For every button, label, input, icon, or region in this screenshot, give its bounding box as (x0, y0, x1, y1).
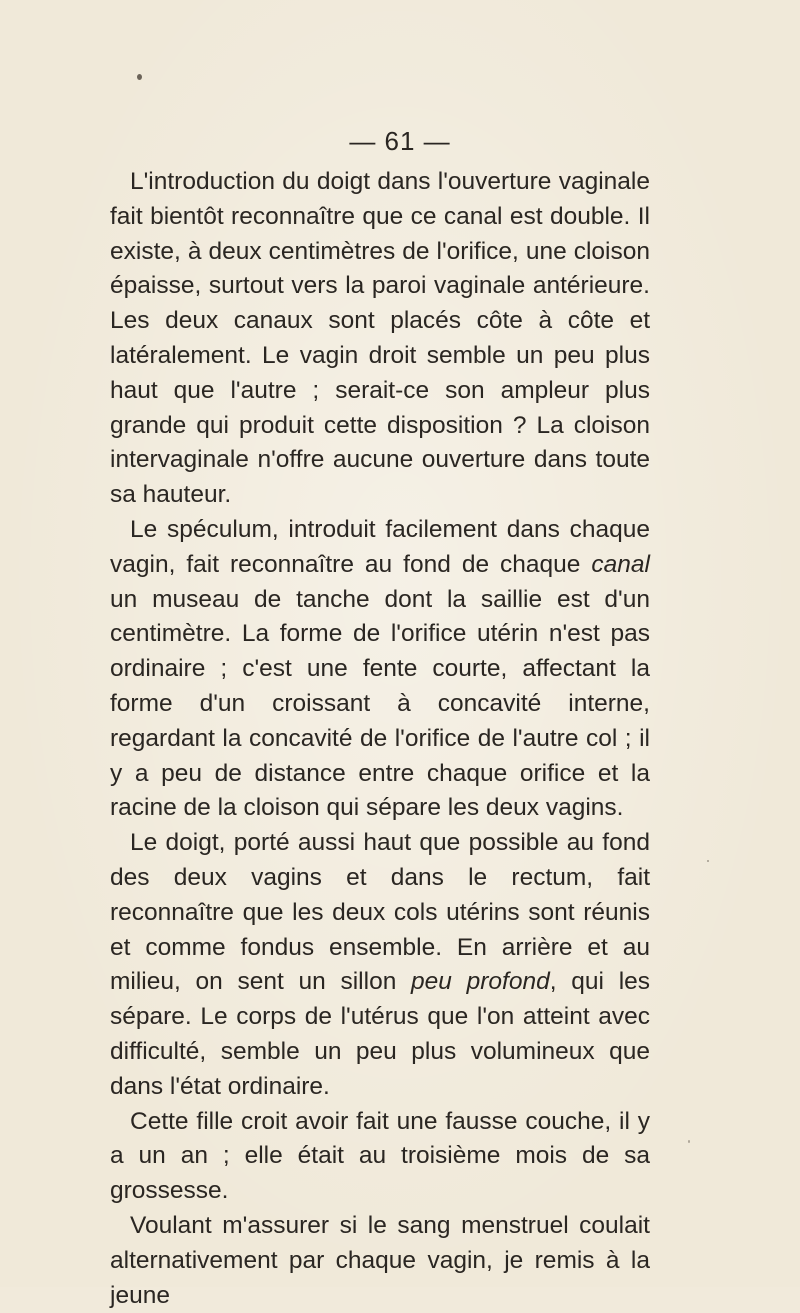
paragraph (110, 826, 650, 1104)
text-segment: Le spéculum, introduit facilement dans chaque vagin, fait reconnaître au fond de chaque (110, 515, 650, 578)
paragraph (110, 513, 650, 826)
ink-speck (707, 860, 709, 862)
page-number: — 61 — (349, 126, 451, 156)
paragraph (110, 1105, 650, 1209)
body-text (110, 165, 650, 1313)
ink-speck (688, 1140, 690, 1143)
ink-speck (137, 74, 142, 80)
paragraph (110, 165, 650, 513)
text-segment: Cette fille croit avoir fait une fausse couche, il y a un an ; elle était au troisième mois de sa grossesse. (110, 1107, 650, 1205)
italic-segment: peu profond (411, 968, 550, 996)
text-segment: un museau de tanche dont la saillie est d'un centimètre. La forme de l'orifice utérin n'est pas ordinaire ; c'est une fente courte, affectant la forme d'un croissant à concavité interne, regardant la concavité de l'orifice de l'autre col ; il y a peu de distance entre chaque orifice et la racine de la cloison qui sépare les deux vagins. (110, 585, 650, 822)
text-segment: Voulant m'assurer si le sang menstruel coulait alternativement par chaque vagin, je remis à la jeune (110, 1211, 650, 1309)
italic-segment: canal (591, 550, 650, 578)
text-segment: Le doigt, porté aussi haut que possible au fond des deux vagins et dans le rectum, fait reconnaître que les deux cols utérins sont réunis et comme fondus ensemble. En arrière et au milieu, on sent un sillon (110, 829, 650, 996)
paragraph (110, 1209, 650, 1313)
text-segment: L'introduction du doigt dans l'ouverture vaginale fait bientôt reconnaître que ce canal est double. Il existe, à deux centimètres de l'orifice, une cloison épaisse, surtout vers la paroi vaginale antérieure. Les deux canaux sont placés côte à côte et latéralement. Le vagin droit semble un peu plus haut que l'autre ; serait-ce son ampleur plus grande qui produit cette disposition ? La cloison intervaginale n'offre aucune ouverture dans toute sa hauteur. (110, 168, 650, 509)
text-segment: , qui les sépare. Le corps de l'utérus que l'on atteint avec difficulté, semble un peu plus volumineux que dans l'état ordinaire. (110, 968, 651, 1100)
